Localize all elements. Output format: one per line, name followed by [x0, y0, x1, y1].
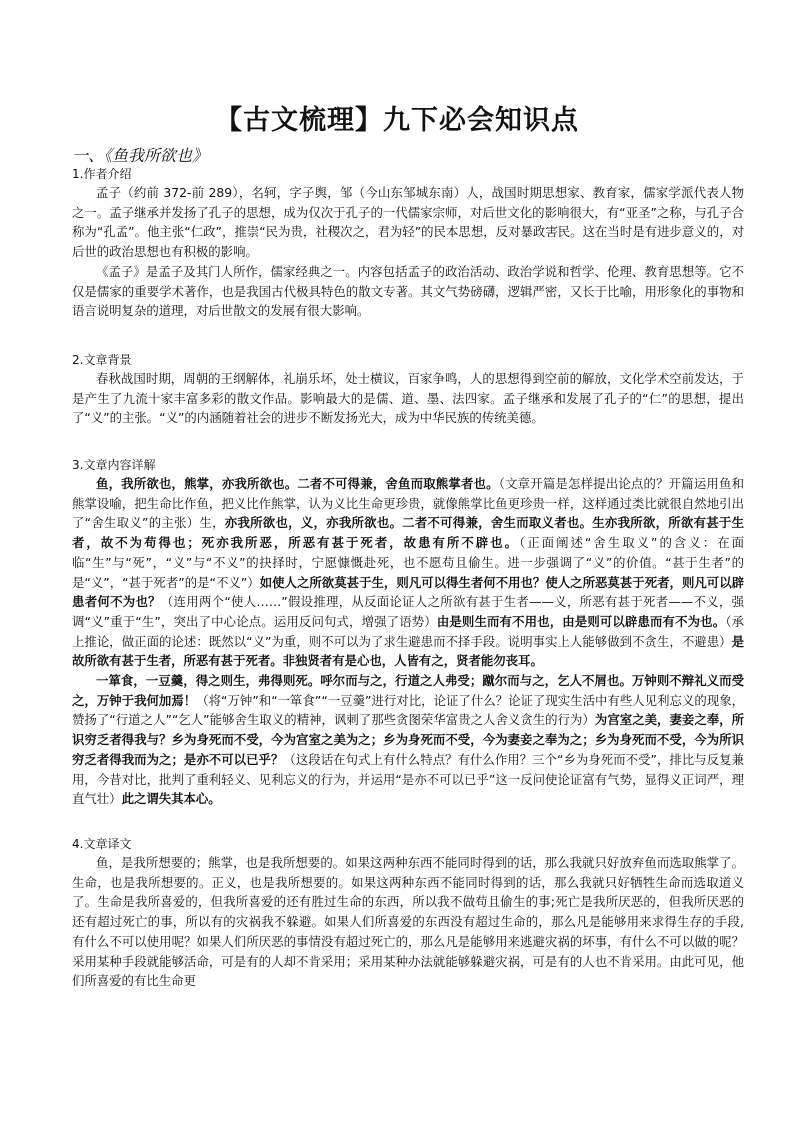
document-body — [72, 165, 744, 991]
content-2-run: （这段话在句式上有什么特点？有什么作用？三个“乡为身死而不受”，排比与反复兼用，今昔对比，批判了重利轻义、见利忘义的行为，并运用“是亦不可以已乎”这一反问使论证富有气势，显得义正词严，理直气壮） — [72, 751, 745, 807]
content-1-run: 是故所欲有甚于生者，所恶有甚于死者。非独贤者有是心也，人皆有之，贤者能勿丧耳。 — [72, 633, 744, 669]
section-heading: 一、《鱼我所欲也》 — [72, 146, 209, 165]
content-2-run: 为宫室之美，妻妾之奉，所识穷乏者得我与？乡为身死而不受，今为宫室之美为之；乡为身死而不受，今为妻妾之奉为之；乡为身死而不受，今为所识穷乏者得我而为之；是亦不可以已乎？ — [72, 712, 745, 767]
paragraph-content-1 — [72, 474, 744, 671]
content-1-run: （正面阐述“舍生取义”的含义：在面临“生”与“死”，“义”与“不义”的抉择时，宁愿慷慨赴死，也不愿苟且偷生。进一步强调了“义”的价值。“甚于生者”的是“义”，“甚于死者”的是“不义”） — [72, 535, 745, 590]
content-2-run: 一箪食，一豆羹，得之则生，弗得则死。呼尔而与之，行道之人弗受；蹴尔而与之，乞人不屑也。万钟则不辩礼义而受之，万钟于我何加焉！ — [72, 673, 744, 708]
subheading-content: 3.文章内容详解 — [72, 458, 156, 473]
content-1-run: （文章开篇是怎样提出论点的？开篇运用鱼和熊掌设喻，把生命比作鱼，把义比作熊掌，认为义比生命更珍贵，就像熊掌比鱼更珍贵一样，这样通过类比就很自然地引出了“舍生取义”的主张）生， — [72, 476, 744, 531]
content-1-run: （承上推论，做正面的论述：既然以“义”为重，则不可以为了求生避患而不择手段。说明事实上人能够做到不贪生，不避患） — [72, 613, 744, 649]
content-1-run: 鱼，我所欲也，熊掌，亦我所欲也。二者不可得兼，舍鱼而取熊掌者也。 — [96, 476, 499, 492]
subheading-background: 2.文章背景 — [72, 352, 132, 367]
content-2-run: （将“万钟”和“一箪食”“一豆羹”进行对比，论证了什么？论证了现实生活中有些人见利忘义的现象，赞扬了“行道之人”“乞人”能够舍生取义的精神，讽刺了那些贪图荣华富贵之人舍义贪生的行为） — [72, 692, 745, 728]
paragraph-translation: 鱼，是我所想要的；熊掌，也是我所想要的。如果这两种东西不能同时得到的话，那么我就只好放弃鱼而选取熊掌了。生命，也是我所想要的。正义，也是我所想要的。如果这两种东西不能同时得到的话，那么我就只好牺牲生命而选取道义了。生命是我所喜爱的，但我所喜爱的还有胜过生命的东西，所以我不做苟且偷生的事;死亡是我所厌恶的，但我所厌恶的还有超过死亡的事，所以有的灾祸我不躲避。如果人们所喜爱的东西没有超过生命的，那么凡是能够用来求得生存的手段,有什么不可以使用呢？如果人们所厌恶的事情没有超过死亡的，那么凡是能够用来逃避灾祸的坏事，有什么不可以做的呢？采用某种手段就能够活命，可是有的人却不肯采用；采用某种办法就能够躲避灾祸，可是有的人也不肯采用。由此可见，他们所喜爱的有比生命更 — [72, 854, 744, 989]
content-1-run: （连用两个“使人……”假设推理，从反面论证人之所欲有甚于生者——义，所恶有甚于死者——不义，强调“义”重于“生”，突出了中心论点。运用反问句式，增强了语势） — [72, 594, 744, 629]
content-2-run: 此之谓失其本心。 — [121, 791, 221, 807]
subheading-translation: 4.文章译文 — [72, 836, 132, 851]
content-1-run: 由是则生而有不用也，由是则可以辟患而有不为也。 — [436, 613, 726, 629]
content-1-run: 亦我所欲也，义，亦我所欲也。二者不可得兼，舍生而取义者也。生亦我所欲，所欲有甚于生者，故不为苟得也；死亦我所恶，所恶有甚于死者，故患有所不辟也。 — [72, 515, 744, 551]
content-1-run: 如使人之所欲莫甚于生，则凡可以得生者何不用也？使人之所恶莫甚于死者，则凡可以辟患者何不为也？ — [72, 574, 745, 610]
page-title: 【古文梳理】九下必会知识点 — [215, 105, 579, 136]
paragraph-content-2 — [72, 671, 744, 809]
paragraph-author-2: 《孟子》是孟子及其门人所作，儒家经典之一。内容包括孟子的政治活动、政治学说和哲学、伦理、教育思想等。它不仅是儒家的重要学术著作，也是我国古代极具特色的散文专著。其文气势磅礴，逻辑严密，又长于比喻，用形象化的事物和语言说明复杂的道理，对后世散文的发展有很大影响。 — [72, 263, 744, 319]
paragraph-background: 春秋战国时期，周朝的王纲解体，礼崩乐坏，处士横议，百家争鸣，人的思想得到空前的解放，文化学术空前发达，于是产生了九流十家丰富多彩的散文作品。影响最大的是儒、道、墨、法四家。孟子继承和发展了孔子的“仁”的思想，提出了“义”的主张。“义”的内涵随着社会的进步不断发扬光大，成为中华民族的传统美德。 — [72, 370, 744, 426]
paragraph-author-1: 孟子（约前 372-前 289），名轲，字子舆，邹（今山东邹城东南）人，战国时期思想家、教育家，儒家学派代表人物之一。孟子继承并发扬了孔子的思想，成为仅次于孔子的一代儒家宗师，对后世文化的影响很大，有“亚圣”之称，与孔子合称为“孔孟”。他主张“仁政”，推崇“民为贵，社稷次之，君为轻”的民本思想，反对暴政害民。这在当时是有进步意义的，对后世的政治思想也有积极的影响。 — [72, 185, 744, 260]
subheading-author: 1.作者介绍 — [72, 167, 132, 181]
